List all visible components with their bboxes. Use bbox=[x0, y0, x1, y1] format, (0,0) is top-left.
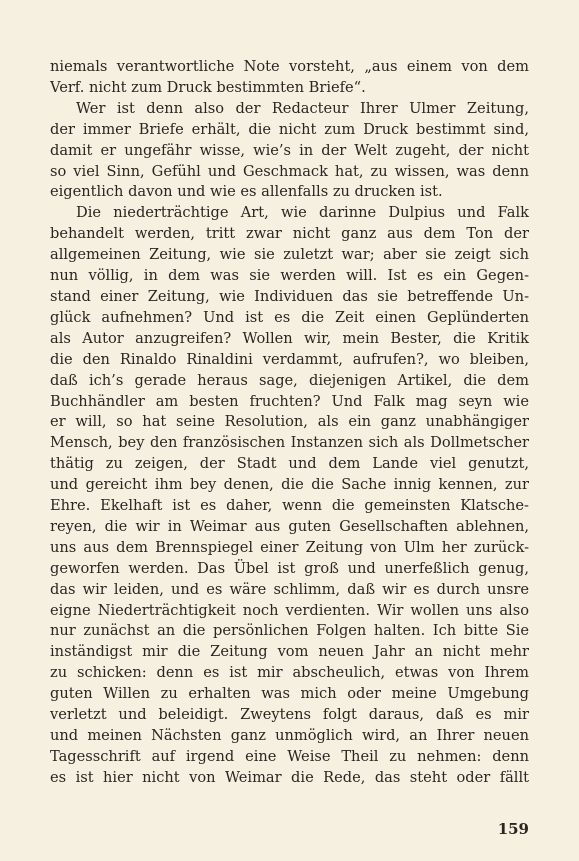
text-line: inständigst mir die Zeitung vom neuen Jahr an nicht mehr bbox=[50, 643, 529, 661]
text-line: stand einer Zeitung, wie Individuen das sie betreffende Un- bbox=[50, 287, 529, 305]
text-line: Ehre. Ekelhaft ist es daher, wenn die gemeinsten Klatsche- bbox=[50, 497, 529, 515]
text-line: damit er ungefähr wisse, wie’s in der Welt zugeht, der nicht bbox=[50, 141, 529, 159]
text-line: er will, so hat seine Resolution, als ein ganz unabhängiger bbox=[50, 413, 529, 431]
text-line: eigentlich davon und wie es allenfalls zu drucken ist. bbox=[50, 183, 443, 201]
text-line: als Autor anzugreifen? Wollen wir, mein Bester, die Kritik bbox=[50, 329, 529, 347]
text-line: nun völlig, in dem was sie werden will. Ist es ein Gegen- bbox=[50, 267, 529, 285]
text-line: daß ich’s gerade heraus sage, diejenigen Artikel, die dem bbox=[50, 371, 529, 389]
text-line: Wer ist denn also der Redacteur Ihrer Ulmer Zeitung, bbox=[76, 99, 529, 117]
text-line: reyen, die wir in Weimar aus guten Gesellschaften ablehnen, bbox=[50, 517, 529, 535]
text-line: allgemeinen Zeitung, wie sie zuletzt war; aber sie zeigt sich bbox=[50, 246, 529, 264]
text-line: verletzt und beleidigt. Zweytens folgt daraus, daß es mir bbox=[50, 706, 529, 724]
text-line: Mensch, bey den französischen Instanzen sich als Dollmetscher bbox=[50, 434, 529, 452]
text-line: Verf. nicht zum Druck bestimmten Briefe“. bbox=[50, 78, 366, 96]
text-line: thätig zu zeigen, der Stadt und dem Lande viel genutzt, bbox=[50, 455, 529, 473]
text-line: Tagesschrift auf irgend eine Weise Theil zu nehmen: denn bbox=[50, 747, 529, 765]
text-line: guten Willen zu erhalten was mich oder meine Umgebung bbox=[50, 685, 529, 703]
text-line: niemals verantwortliche Note vorsteht, „aus einem von dem bbox=[50, 58, 529, 75]
text-line: die den Rinaldo Rinaldini verdammt, aufrufen?, wo bleiben, bbox=[50, 350, 529, 368]
text-line: geworfen werden. Das Übel ist groß und unerfeßlich genug, bbox=[50, 559, 529, 577]
text-line: und gereicht ihm bey denen, die die Sache innig kennen, zur bbox=[50, 476, 529, 494]
text-line: Buchhändler am besten fruchten? Und Falk mag seyn wie bbox=[50, 392, 529, 410]
text-line: es ist hier nicht von Weimar die Rede, das steht oder fällt bbox=[50, 768, 529, 786]
text-line: uns aus dem Brennspiegel einer Zeitung von Ulm her zurück- bbox=[50, 538, 529, 556]
text-line: nur zunächst an die persönlichen Folgen halten. Ich bitte Sie bbox=[50, 622, 529, 640]
text-line: das wir leiden, und es wäre schlimm, daß wir es durch unsre bbox=[50, 580, 529, 598]
text-line: zu schicken: denn es ist mir abscheulich, etwas von Ihrem bbox=[50, 664, 529, 682]
text-line: so viel Sinn, Gefühl und Geschmack hat, zu wissen, was denn bbox=[50, 162, 529, 180]
page-number: 159 bbox=[497, 820, 529, 838]
text-line: Die niederträchtige Art, wie darinne Dulpius und Falk bbox=[76, 204, 529, 222]
text-line: behandelt werden, tritt zwar nicht ganz aus dem Ton der bbox=[50, 225, 529, 243]
text-line: der immer Briefe erhält, die nicht zum Druck bestimmt sind, bbox=[50, 120, 529, 138]
body-text bbox=[50, 57, 529, 789]
text-line: und meinen Nächsten ganz unmöglich wird, an Ihrer neuen bbox=[50, 727, 529, 744]
text-line: glück aufnehmen? Und ist es die Zeit einen Geplünderten bbox=[50, 308, 529, 326]
text-line: eigne Niederträchtigkeit noch verdienten. Wir wollen uns also bbox=[50, 601, 529, 619]
